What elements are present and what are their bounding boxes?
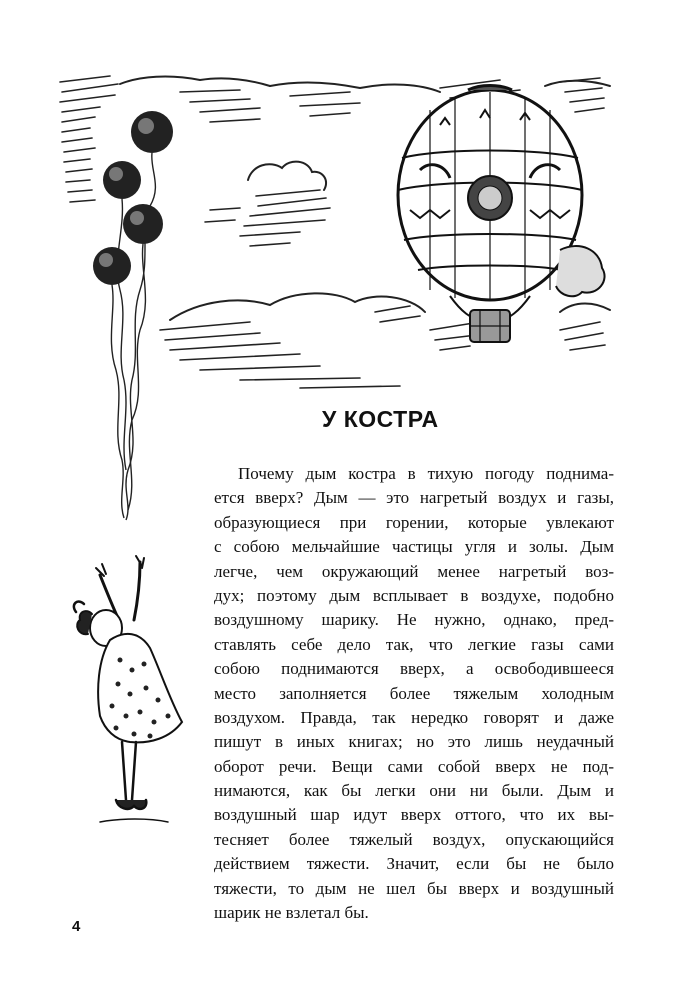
body-line: собою поднимаются вверх, а освободившееся [214,659,614,679]
body-line: ется вверх? Дым — это нагретый воздух и газы, [214,488,614,508]
page-title: У КОСТРА [322,406,439,432]
body-line: ставлять себе дело так, что легкие газы сами [214,634,614,654]
body-line: оборот речи. Вещи сами собой вверх не под- [214,756,614,776]
body-line: воздушному шарику. Не нужно, однако, пред- [214,610,614,630]
hot-air-balloon [398,86,605,343]
body-line: место заполняется более тяжелым холодным [214,683,614,703]
body-line: воздушный шар идут вверх оттого, что их вы- [214,805,614,825]
body-line: дух; поэтому дым всплывает в воздухе, подобно [214,585,614,605]
body-line: легче, чем окружающий менее нагретый воз- [214,561,614,581]
body-line: пишут в иных книгах; но это лишь неудачный [214,732,614,752]
middle-cloud [205,162,330,246]
body-line: тесняет более тяжелый воздух, опускающийся [214,829,614,849]
body-line: с собою мельчайшие частицы угля и золы. Дым [214,537,614,557]
body-line: нимаются, как бы легки они ни были. Дым и [214,781,614,801]
body-line: Почему дым костра в тихую погоду поднима- [238,464,614,483]
body-line: образующиеся при горении, которые увлекают [214,512,614,532]
lower-clouds [160,293,610,388]
girl-figure [74,556,182,822]
toy-balloons [93,111,173,520]
body-line: шарик не взлетал бы. [214,903,369,923]
body-text [214,462,614,925]
body-line: воздухом. Правда, так нередко говорят и даже [214,707,614,727]
body-line: тяжести, то дым не шел бы вверх и воздушный [214,878,614,898]
body-line: действием тяжести. Значит, если бы не было [214,854,614,874]
page-number: 4 [72,918,81,935]
